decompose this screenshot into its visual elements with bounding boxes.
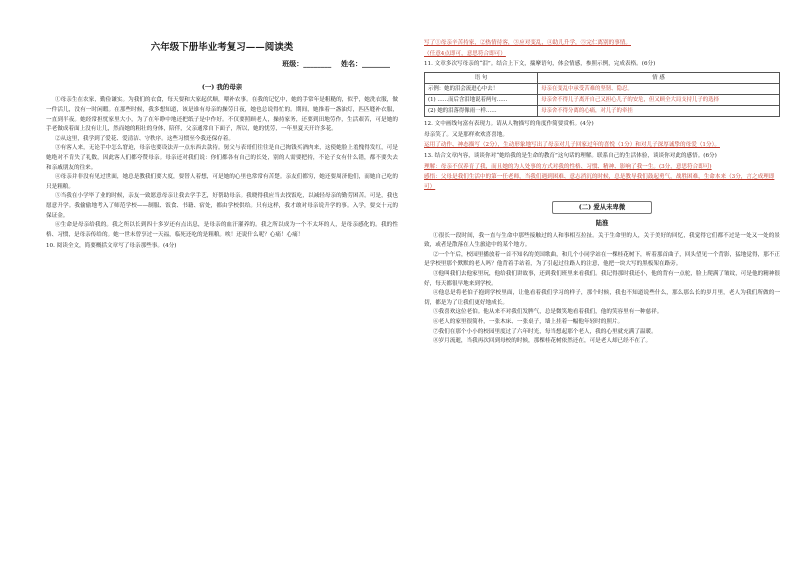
table-cell: (1) ……而后含泪地说着两句……: [425, 95, 538, 106]
passage-paragraph: ③有客人来，无论手中怎么窘迫，母亲也要设法弄一点东西去款待。舅父与表哥们往往是自己掏钱买酒肉来，这使她脸上羞愧得发红，可是她绝对不肯失了礼数，因此客人们都夸赞母亲。母亲还对我们说：你们都各有自己的长处，别的人需要把持，不论子女有什么错，都不要失去和亲戚朋友的往来。: [46, 145, 398, 171]
question-12-quote: 母亲笑了。又是那样欢欢喜喜地。: [424, 131, 508, 138]
question-13: 13. 结合文章内容，谈谈你对“她给我的是生命的教育”这句话的理解。联系自己的生活体验，谈谈你对此的感悟。(6分): [424, 153, 717, 160]
page-title: 六年级下册毕业考复习——阅读类: [150, 42, 294, 53]
student-info: [46, 58, 398, 70]
table-cell: (2) 她的泪落得像雨一样……: [425, 106, 538, 117]
answer-13-reflection: 感悟：父母是我们生活中的第一任老师，当我们遇到困难、意志消沉的时候，总是教导我们鼓起勇气，战胜困难，生命本来（3分，言之成理即可）: [424, 174, 775, 190]
answer-12: 运用了动作、神态描写（2分），生动形象地写出了母亲对儿子回家过年的喜悦（1分）和对儿子深厚诚挚的母爱（1分）。: [424, 142, 720, 149]
table-cell: 母亲舍不得分离的心痛，对儿子的牵挂: [538, 106, 780, 117]
emotion-table: [424, 72, 780, 117]
passage-paragraph: ④他总是将老伯子抱到学校里面，让他看着我们学习的样子，那个时候，我也不知道说些什么，那么那么长的岁月里，老人为我们所做的一切，都是为了让我们更好地成长。: [424, 290, 780, 306]
right-column: [424, 38, 780, 347]
answer-10: 写了①母亲辛苦持家，②热情待客，③应对变乱，④助儿升学，⑤完仁离别的事情。: [424, 40, 631, 46]
passage-paragraph: ⑦我们在那个小小的校园里度过了六年时光，每当想起那个老人，我的心里就充满了温暖。: [432, 328, 657, 335]
class-field-label: 班级：________: [282, 59, 332, 69]
table-cell: 母亲在变乱中承受苦难的坚韧、隐忍。: [538, 83, 780, 94]
table-cell: 示例：她的泪会流进心中去！: [425, 83, 538, 94]
passage-paragraph: ⑧岁月流逝，当我再次回到母校的时候，那棵桂花树依然还在，可是老人却已经不在了。: [432, 338, 652, 345]
table-cell: 母亲舍不得儿子离开自己又担心儿子的安危，但又顾全大局支持儿子的选择: [538, 95, 780, 106]
section-2-title: (二) 爱从未卑微: [552, 201, 652, 214]
passage-paragraph: ③他叫我们去他家里玩，他给我们讲故事，还到我们班里来看我们。我记得那时我还小，他的背有一点驼，脸上爬满了皱纹，可是他的精神很好，每天都很早地来到学校。: [424, 271, 780, 287]
passage-paragraph: ⑥生命是母亲给我的。我之所以长到四十多岁还有点出息，是母亲的血汗灌养的。我之所以成为一个不太坏的人，是母亲感化的。我的性格、习惯，是母亲传给的。她一世未曾享过一天福，临死还吃的是粗粮。唉！还说什么呢？心痛！心痛！: [46, 222, 398, 238]
table-row: [425, 95, 780, 106]
passage-paragraph: ⑥老人的家里很简朴，一张木床、一张桌子，墙上挂着一幅他年轻时的照片。: [432, 319, 624, 326]
question-12: 12. 文中画线句富有表现力。请从人物描写的角度作简要赏析。(4分): [424, 121, 594, 128]
table-row: [425, 106, 780, 117]
section-2-author: 陆淮: [595, 218, 609, 227]
section-1-title: (一) 我的母亲: [201, 83, 243, 92]
table-header-sentence: 语 句: [425, 72, 538, 83]
passage-paragraph: ②从这里，我学到了爱花、爱清洁、守秩序。这些习惯至今我还保存着。: [54, 135, 234, 142]
passage-paragraph: ②一个午后，校园里播放着一首不知名的美国歌曲，和几个小同学站在一棵桂花树下，听着那首曲子，回头望见一个背影，猛地觉得，那不正是学校里那个默默的老人吗？他背着手站着，为了引起过往路人的注意，他把一块大写的黑板架在路旁。: [424, 251, 780, 268]
passage-paragraph: ①母亲生在农家，勤俭谦实。为我们的衣食，每天要和大家起伏顺，喂补农事。在我的记忆中，她的手常年是粗糙的，似乎，她洗衣服，做一件活儿，没有一时闲暇。在那些时候，我多想知道，该是谁有母亲的操劳日夜，她也总说得忙的。期间，她推着一盏油灯，匹匹缝补衣服，一直到半夜。她经常担忧家里大小，为了在年睁中地还把纸子是中作好。不仅要照顾老人，操持家务，还要到田地劳作，生活艰苦，可是她的手老做成着面上没有让儿，然而她的粗壮的身体，陪伴，父亲通常自下面子，所以，她的忧劳，一年里夏天开许多花。: [46, 97, 398, 133]
left-column: [46, 34, 398, 252]
question-11: 11. 文章多次写母亲的“泪”。结合上下文，揣摩语句，体会情感，参照示例，完成表格。(6分): [424, 61, 656, 68]
table-row: [425, 83, 780, 94]
answer-10-note: （任意4点即可，意思符合即可）: [424, 50, 506, 57]
table-header-emotion: 情 感: [538, 72, 780, 83]
passage-paragraph: ⑤当我在小学毕了业的时候，亲友一致愿意母亲让我去学手艺，好帮助母亲。我晓得我应当去找饭吃，以减轻母亲的勤劳困苦。可是，我也愿意升学。我偷偷地考入了师范学校——制服、饭食、书籍、宿处，都由学校供给。只有这样，我才敢对母亲说升学的事。入学，要交十元的保证金。: [46, 193, 398, 219]
question-10: 10. 阅读全文，简要概括文章写了母亲那些事。(4分): [46, 242, 177, 249]
answer-13-understanding: 理解：母亲不仅养育了我，而且她的为人处事的方式对我的性格、习惯、精神、影响了我一生。(3分，意思符合即可): [424, 163, 712, 170]
passage-paragraph: ⑤我喜欢这位老伯。他从来不对我们发脾气，总是微笑地看着我们，他的笑容里有一种慈祥。: [432, 309, 663, 316]
passage-paragraph: ①很长一段时间，我一直与生命中那些接触过的人和事相互拉扯。关于生命里的人，关于美好的回忆，我觉得它们都不过是一处又一处的景致，或者是散落在人生旅途中的某个地方。: [424, 232, 780, 249]
passage-paragraph: ④母亲并非没有见过世面，她总是教我们要大度，要替人着想，可是她的心里也常常有苦楚。亲友们都穷，她还要周济他们，而她自己吃的只是粗粮。: [46, 174, 398, 190]
name-field-label: 姓名：________: [341, 59, 390, 69]
